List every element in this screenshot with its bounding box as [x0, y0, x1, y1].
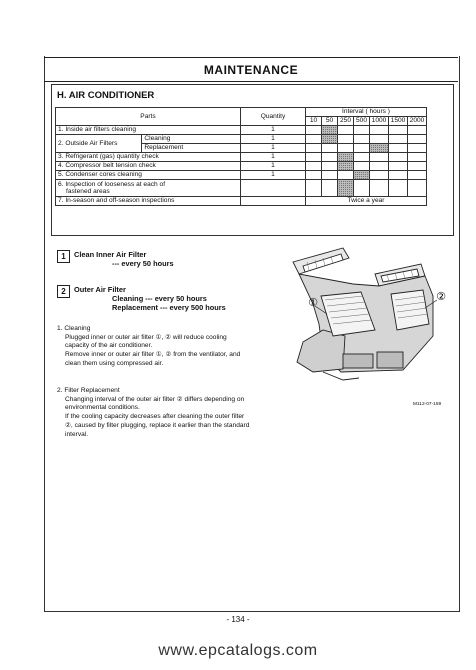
- page-frame-right: [459, 56, 460, 612]
- interval-mark: [370, 144, 389, 153]
- replacement-section: [57, 387, 252, 439]
- step-number: 2: [57, 285, 70, 298]
- step-number: 1: [57, 250, 70, 263]
- callout-1: ①: [308, 296, 318, 309]
- interval-mark: [338, 180, 354, 197]
- interval-header: 1000: [370, 117, 389, 126]
- figure-code: M112-07-159: [413, 402, 442, 407]
- interval-header: 2000: [408, 117, 427, 126]
- part-cell: 7. In-season and off-season inspections: [56, 197, 241, 206]
- table-row: [56, 162, 427, 171]
- step-1: [57, 250, 174, 268]
- interval-header: 1500: [389, 117, 408, 126]
- part-cell: 6. Inspection of looseness at each of fastened areas: [56, 180, 241, 197]
- qty-cell: 1: [241, 144, 306, 153]
- paragraph: If the cooling capacity decreases after cleaning the outer filter ②, caused by filter plugging, replace it earlier than the standard interval.: [65, 413, 250, 438]
- table-row: [56, 171, 427, 180]
- col-interval-header: Interval ( hours ): [306, 108, 427, 117]
- qty-cell: 1: [241, 153, 306, 162]
- interval-header: 10: [306, 117, 322, 126]
- part-cell: 3. Refrigerant (gas) quantity check: [56, 153, 241, 162]
- section-title: H. AIR CONDITIONER: [57, 90, 155, 101]
- interval-mark: [354, 171, 370, 180]
- step-interval: --- every 50 hours: [112, 259, 174, 268]
- interval-mark: [322, 135, 338, 144]
- step-interval: Replacement --- every 500 hours: [112, 303, 226, 312]
- col-parts-header: Parts: [56, 108, 241, 126]
- paragraph: Changing interval of the outer air filter ② differs depending on environmental conditions.: [65, 395, 245, 412]
- paragraph: Remove inner or outer air filter ①, ② from the ventilator, and clean them using compressed air.: [65, 351, 241, 367]
- table-row: [56, 153, 427, 162]
- watermark-url: www.epcatalogs.com: [158, 642, 318, 659]
- paragraph: Plugged inner or outer air filter ①, ② will reduce cooling capacity of the air conditioner.: [65, 333, 227, 350]
- part-cell: 4. Compressor belt tension check: [56, 162, 241, 171]
- qty-cell: 1: [241, 171, 306, 180]
- qty-cell: 1: [241, 162, 306, 171]
- maintenance-table: [55, 107, 427, 206]
- table-row: [56, 197, 427, 206]
- page-frame-left: [44, 56, 45, 612]
- col-quantity-header: Quantity: [241, 108, 306, 126]
- interval-mark: [338, 162, 354, 171]
- interval-note: Twice a year: [306, 197, 427, 206]
- interval-header: 250: [338, 117, 354, 126]
- sub-part-cell: Cleaning: [142, 135, 241, 144]
- step-heading: Clean Inner Air Filter: [74, 250, 147, 259]
- step-heading: Outer Air Filter: [74, 285, 126, 294]
- part-cell: 2. Outside Air Filters: [56, 135, 142, 153]
- air-conditioner-illustration: [283, 244, 453, 404]
- part-cell: 1. Inside air filters cleaning: [56, 126, 241, 135]
- table-row: [56, 126, 427, 135]
- table-row: [56, 135, 427, 144]
- interval-header: 500: [354, 117, 370, 126]
- interval-mark: [338, 153, 354, 162]
- step-interval: Cleaning --- every 50 hours: [112, 294, 207, 303]
- page-number: - 134 -: [226, 615, 250, 624]
- qty-cell: [241, 197, 306, 206]
- callout-2: ②: [436, 290, 446, 303]
- step-2: [57, 285, 226, 312]
- qty-cell: [241, 180, 306, 197]
- part-cell: 5. Condenser cores cleaning: [56, 171, 241, 180]
- table-row: [56, 180, 427, 197]
- page-title: MAINTENANCE: [44, 57, 458, 82]
- sub-part-cell: Replacement: [142, 144, 241, 153]
- cleaning-section: [57, 325, 252, 369]
- interval-mark: [322, 126, 338, 135]
- interval-header: 50: [322, 117, 338, 126]
- subsection-heading: 1. Cleaning: [57, 325, 91, 332]
- page-frame-bottom: [44, 611, 460, 612]
- qty-cell: 1: [241, 135, 306, 144]
- qty-cell: 1: [241, 126, 306, 135]
- subsection-heading: 2. Filter Replacement: [57, 387, 120, 394]
